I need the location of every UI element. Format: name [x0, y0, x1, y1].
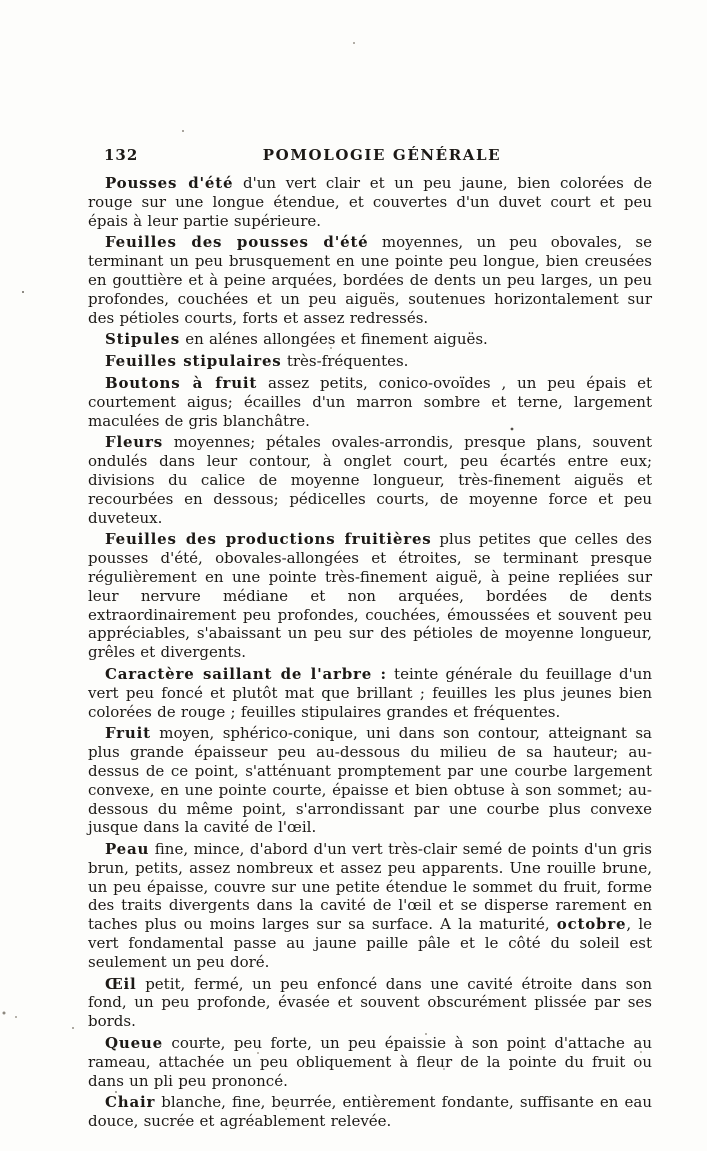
lead-term: Feuilles des pousses d'été [105, 233, 369, 252]
paragraph [88, 840, 652, 972]
running-header [88, 146, 652, 166]
paragraph [88, 1093, 652, 1131]
scan-speckles-decoration [0, 0, 2, 2]
lead-term: Feuilles des productions fruitières [105, 530, 432, 549]
lead-term: Fleurs [105, 433, 163, 452]
lead-term: Stipules [105, 330, 180, 349]
paragraph-text: courte, peu forte, un peu épaissie à son point d'attache au rameau, attachée un peu obliquement à fleur de la pointe du fruit ou dans un pli peu prononcé. [88, 1034, 652, 1090]
paragraph [88, 665, 652, 721]
lead-term: Feuilles stipulaires [105, 352, 282, 371]
lead-term: Queue [105, 1034, 163, 1053]
running-title: POMOLOGIE GÉNÉRALE [262, 146, 502, 164]
paragraph-text: moyen, sphérico-conique, uni dans son contour, atteignant sa plus grande épaisseur peu au-dessous du milieu de sa hauteur; au-dessus de ce point, s'atténuant promptement par une courbe largement convexe, en une pointe courte, épaisse et bien obtuse à son sommet; au-dessous du même point, s'arrondissant par une courbe plus convexe jusque dans la cavité de l'œil. [88, 724, 652, 837]
lead-term: octobre [556, 915, 627, 934]
paragraph [88, 174, 652, 230]
paragraph [88, 530, 652, 662]
paragraph-text: en alénes allongées et finement aiguës. [179, 330, 488, 349]
paragraph [88, 975, 652, 1031]
lead-term: Boutons à fruit [105, 373, 258, 392]
lead-term: Peau [105, 840, 150, 859]
paragraph-text: d'un vert clair et un peu jaune, bien colorées de rouge sur une longue étendue, et couvertes d'un duvet court et peu épais à leur partie supérieure. [88, 174, 652, 230]
paragraph-text: blanche, fine, beurrée, entièrement fondante, suffisante en eau douce, sucrée et agréablement relevée. [88, 1093, 652, 1131]
paragraph-text: moyennes, un peu obovales, se terminant un peu brusquement en une pointe peu longue, bien creusées en gouttière et à peine arquées, bordées de dents un peu larges, un peu profondes, couchées et un peu aiguës, soutenues horizontalement sur des pétioles courts, forts et assez redressés. [88, 233, 652, 327]
lead-term: Chair [105, 1093, 156, 1112]
paragraph-text: fine, mince, d'abord d'un vert très-clair semé de points d'un gris brun, petits, assez nombreux et assez peu apparents. Une rouille brune, un peu épaisse, couvre sur une petite étendue le sommet du fruit, forme des traits divergents dans la cavité de l'œil et se disperse rarement en taches plus ou moins larges sur sa surface. A la maturité, [88, 840, 652, 934]
page-number: 132 [104, 146, 139, 164]
lead-term: Œil [105, 974, 137, 993]
lead-term: Caractère saillant de l'arbre : [105, 664, 387, 683]
lead-term: Pousses d'été [105, 174, 234, 192]
paragraph [88, 374, 652, 430]
paragraph [88, 352, 652, 371]
page-body [88, 174, 652, 1134]
paragraph [88, 330, 652, 349]
paragraph [88, 724, 652, 837]
paragraph [88, 1034, 652, 1090]
paragraph-text: , le vert fondamental passe au jaune paille pâle et le côté du soleil est seulement un peu doré. [88, 915, 652, 971]
paragraph-text: petit, fermé, un peu enfoncé dans une cavité étroite dans son fond, un peu profonde, évasée et souvent obscurément plissée par ses bords. [88, 974, 652, 1031]
paragraph [88, 433, 652, 527]
paragraph-text: très-fréquentes. [281, 352, 409, 371]
paragraph-text: teinte générale du feuillage d'un vert peu foncé et plutôt mat que brillant ; feuilles les plus jeunes bien colorées de rouge ; feuilles stipulaires grandes et fréquentes. [88, 664, 653, 721]
paragraph [88, 233, 652, 327]
lead-term: Fruit [105, 724, 151, 743]
paragraph-text: plus petites que celles des pousses d'été, obovales-allongées et étroites, se terminant presque régulièrement en une pointe très-finement aiguë, à peine repliées sur leur nervure médiane et non arquées, bordées de dents extraordinairement peu profondes, couchées, émoussées et souvent peu appréciables, s'abaissant un peu sur des pétioles de moyenne longueur, grêles et divergents. [88, 530, 652, 662]
paragraph-text: assez petits, conico-ovoïdes , un peu épais et courtement aigus; écailles d'un marron sombre et terne, largement maculées de gris blanchâtre. [88, 373, 652, 430]
paragraph-text: moyennes; pétales ovales-arrondis, presque plans, souvent ondulés dans leur contour, à onglet court, peu écartés entre eux; divisions du calice de moyenne longueur, très-finement aiguës et recourbées en dessous; pédicelles courts, de moyenne force et peu duveteux. [88, 433, 652, 527]
